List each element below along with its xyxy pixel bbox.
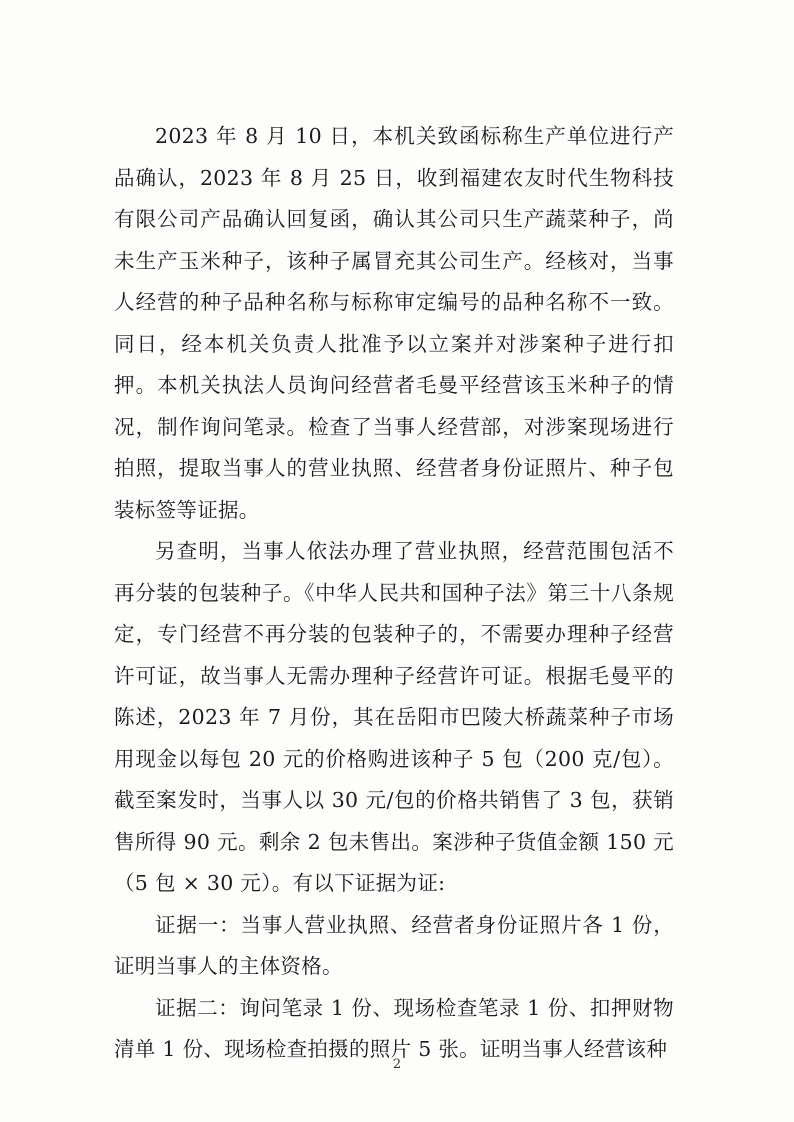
document-body	[114, 116, 674, 1071]
paragraph-product-confirmation: 2023 年 8 月 10 日，本机关致函标称生产单位进行产品确认，2023 年 8 月 25 日，收到福建农友时代生物科技有限公司产品确认回复函，确认其公司只生产蔬菜种子，尚未生产玉米种子，该种子属冒充其公司生产。经核对，当事人经营的种子品种名称与标称审定编号的品种名称不一致。同日，经本机关负责人批准予以立案并对涉案种子进行扣押。本机关执法人员询问经营者毛曼平经营该玉米种子的情况，制作询问笔录。检查了当事人经营部，对涉案现场进行拍照，提取当事人的营业执照、经营者身份证照片、种子包装标签等证据。	[114, 124, 674, 522]
page-number: 2	[392, 1057, 402, 1072]
paragraph-further-findings: 另查明，当事人依法办理了营业执照，经营范围包活不再分装的包装种子。《中华人民共和国种子法》第三十八条规定，专门经营不再分装的包装种子的，不需要办理种子经营许可证，故当事人无需办理种子经营许可证。根据毛曼平的陈述，2023 年 7 月份，其在岳阳市巴陵大桥蔬菜种子市场用现金以每包 20 元的价格购进该种子 5 包（200 克/包）。截至案发时，当事人以 30 元/包的价格共销售了 3 包，获销售所得 90 元。剩余 2 包未售出。案涉种子货值金额 150 元（5 包 × 30 元）。有以下证据为证:	[114, 539, 674, 895]
paragraph-evidence-one: 证据一：当事人营业执照、经营者身份证照片各 1 份，证明当事人的主体资格。	[114, 912, 674, 978]
paragraph-evidence-two: 证据二：询问笔录 1 份、现场检查笔录 1 份、扣押财物清单 1 份、现场检查拍摄的照片 5 张。证明当事人经营该种	[114, 995, 674, 1061]
